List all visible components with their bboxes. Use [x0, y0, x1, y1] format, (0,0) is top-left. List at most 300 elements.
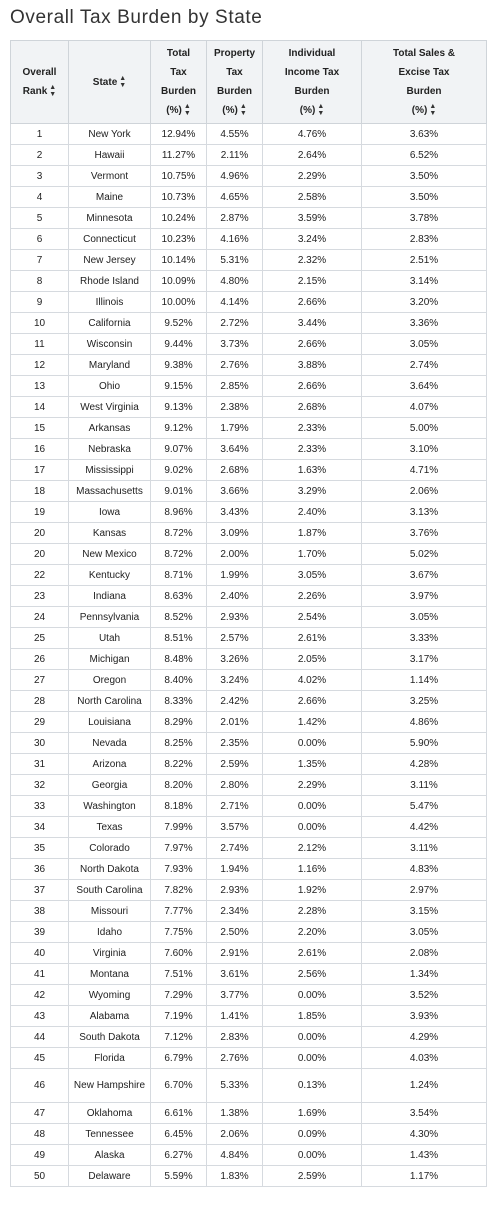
table-row	[11, 859, 487, 880]
table-row	[11, 775, 487, 796]
cell-property-tax-burden: 3.61%	[207, 964, 263, 985]
cell-rank: 50	[11, 1166, 69, 1187]
cell-state: Delaware	[69, 1166, 151, 1187]
cell-sales-excise-tax-burden: 4.03%	[362, 1048, 487, 1069]
cell-state: Indiana	[69, 586, 151, 607]
cell-property-tax-burden: 2.01%	[207, 712, 263, 733]
cell-property-tax-burden: 5.33%	[207, 1069, 263, 1103]
cell-sales-excise-tax-burden: 2.06%	[362, 481, 487, 502]
column-header-label: State	[92, 76, 118, 88]
cell-property-tax-burden: 1.94%	[207, 859, 263, 880]
cell-property-tax-burden: 5.31%	[207, 250, 263, 271]
cell-income-tax-burden: 4.02%	[263, 670, 362, 691]
cell-sales-excise-tax-burden: 3.64%	[362, 376, 487, 397]
cell-rank: 39	[11, 922, 69, 943]
sort-icon[interactable]: ▲ ▼	[119, 74, 127, 89]
cell-rank: 42	[11, 985, 69, 1006]
cell-state: Montana	[69, 964, 151, 985]
cell-state: Ohio	[69, 376, 151, 397]
cell-rank: 20	[11, 544, 69, 565]
cell-state: Massachusetts	[69, 481, 151, 502]
cell-rank: 44	[11, 1027, 69, 1048]
cell-total-tax-burden: 7.93%	[151, 859, 207, 880]
cell-state: Illinois	[69, 292, 151, 313]
cell-property-tax-burden: 2.50%	[207, 922, 263, 943]
cell-sales-excise-tax-burden: 3.97%	[362, 586, 487, 607]
cell-total-tax-burden: 10.75%	[151, 166, 207, 187]
cell-total-tax-burden: 8.96%	[151, 502, 207, 523]
cell-sales-excise-tax-burden: 5.02%	[362, 544, 487, 565]
cell-property-tax-burden: 4.14%	[207, 292, 263, 313]
cell-income-tax-burden: 2.61%	[263, 943, 362, 964]
cell-total-tax-burden: 9.02%	[151, 460, 207, 481]
cell-total-tax-burden: 8.72%	[151, 544, 207, 565]
cell-income-tax-burden: 0.00%	[263, 1048, 362, 1069]
cell-state: Georgia	[69, 775, 151, 796]
table-row	[11, 460, 487, 481]
cell-sales-excise-tax-burden: 6.52%	[362, 145, 487, 166]
cell-sales-excise-tax-burden: 3.15%	[362, 901, 487, 922]
cell-rank: 9	[11, 292, 69, 313]
cell-total-tax-burden: 10.23%	[151, 229, 207, 250]
cell-rank: 28	[11, 691, 69, 712]
column-header-label: Burden	[217, 86, 252, 97]
cell-state: West Virginia	[69, 397, 151, 418]
cell-sales-excise-tax-burden: 3.11%	[362, 775, 487, 796]
cell-income-tax-burden: 2.33%	[263, 439, 362, 460]
column-header-label: Total Sales &	[392, 48, 456, 59]
table-row	[11, 481, 487, 502]
cell-property-tax-burden: 2.57%	[207, 628, 263, 649]
cell-income-tax-burden: 2.26%	[263, 586, 362, 607]
cell-property-tax-burden: 1.99%	[207, 565, 263, 586]
table-row	[11, 502, 487, 523]
cell-total-tax-burden: 8.71%	[151, 565, 207, 586]
cell-sales-excise-tax-burden: 3.63%	[362, 124, 487, 145]
cell-income-tax-burden: 2.28%	[263, 901, 362, 922]
table-row	[11, 334, 487, 355]
cell-rank: 29	[11, 712, 69, 733]
cell-income-tax-burden: 2.54%	[263, 607, 362, 628]
cell-sales-excise-tax-burden: 1.43%	[362, 1145, 487, 1166]
table-row	[11, 145, 487, 166]
cell-state: Colorado	[69, 838, 151, 859]
cell-sales-excise-tax-burden: 3.93%	[362, 1006, 487, 1027]
cell-income-tax-burden: 2.32%	[263, 250, 362, 271]
table-row	[11, 250, 487, 271]
cell-rank: 11	[11, 334, 69, 355]
table-row	[11, 271, 487, 292]
cell-sales-excise-tax-burden: 4.42%	[362, 817, 487, 838]
cell-rank: 18	[11, 481, 69, 502]
cell-state: New Jersey	[69, 250, 151, 271]
cell-sales-excise-tax-burden: 3.13%	[362, 502, 487, 523]
cell-property-tax-burden: 3.73%	[207, 334, 263, 355]
cell-rank: 36	[11, 859, 69, 880]
cell-sales-excise-tax-burden: 4.29%	[362, 1027, 487, 1048]
cell-property-tax-burden: 2.71%	[207, 796, 263, 817]
cell-total-tax-burden: 6.61%	[151, 1103, 207, 1124]
column-header-property-tax-burden[interactable]	[207, 41, 263, 124]
cell-income-tax-burden: 2.56%	[263, 964, 362, 985]
cell-income-tax-burden: 0.00%	[263, 796, 362, 817]
table-row	[11, 229, 487, 250]
cell-state: Florida	[69, 1048, 151, 1069]
table-row	[11, 733, 487, 754]
table-row	[11, 439, 487, 460]
cell-state: Texas	[69, 817, 151, 838]
cell-total-tax-burden: 8.51%	[151, 628, 207, 649]
cell-sales-excise-tax-burden: 4.83%	[362, 859, 487, 880]
cell-property-tax-burden: 2.06%	[207, 1124, 263, 1145]
table-row	[11, 523, 487, 544]
cell-total-tax-burden: 11.27%	[151, 145, 207, 166]
cell-sales-excise-tax-burden: 2.74%	[362, 355, 487, 376]
sort-icon[interactable]: ▲ ▼	[49, 84, 57, 99]
table-row	[11, 754, 487, 775]
cell-state: North Dakota	[69, 859, 151, 880]
cell-sales-excise-tax-burden: 3.10%	[362, 439, 487, 460]
cell-property-tax-burden: 4.16%	[207, 229, 263, 250]
cell-property-tax-burden: 2.68%	[207, 460, 263, 481]
table-body	[11, 124, 487, 1187]
cell-property-tax-burden: 2.83%	[207, 1027, 263, 1048]
cell-sales-excise-tax-burden: 1.24%	[362, 1069, 487, 1103]
cell-income-tax-burden: 0.00%	[263, 985, 362, 1006]
column-header-label: (%)	[166, 105, 182, 116]
cell-property-tax-burden: 2.72%	[207, 313, 263, 334]
cell-sales-excise-tax-burden: 3.50%	[362, 187, 487, 208]
cell-property-tax-burden: 3.09%	[207, 523, 263, 544]
cell-sales-excise-tax-burden: 3.17%	[362, 649, 487, 670]
cell-total-tax-burden: 8.33%	[151, 691, 207, 712]
cell-income-tax-burden: 0.00%	[263, 1027, 362, 1048]
cell-income-tax-burden: 4.76%	[263, 124, 362, 145]
cell-property-tax-burden: 2.74%	[207, 838, 263, 859]
column-header-rank[interactable]	[11, 41, 69, 124]
cell-property-tax-burden: 2.35%	[207, 733, 263, 754]
cell-rank: 5	[11, 208, 69, 229]
cell-total-tax-burden: 7.19%	[151, 1006, 207, 1027]
cell-sales-excise-tax-burden: 5.47%	[362, 796, 487, 817]
cell-total-tax-burden: 10.14%	[151, 250, 207, 271]
sort-icon[interactable]: ▲ ▼	[239, 103, 247, 118]
column-header-label: Income Tax	[284, 67, 340, 78]
cell-sales-excise-tax-burden: 3.11%	[362, 838, 487, 859]
cell-total-tax-burden: 7.29%	[151, 985, 207, 1006]
cell-rank: 8	[11, 271, 69, 292]
table-row	[11, 796, 487, 817]
cell-sales-excise-tax-burden: 3.25%	[362, 691, 487, 712]
cell-state: Wisconsin	[69, 334, 151, 355]
cell-property-tax-burden: 2.00%	[207, 544, 263, 565]
cell-sales-excise-tax-burden: 2.51%	[362, 250, 487, 271]
cell-sales-excise-tax-burden: 3.05%	[362, 922, 487, 943]
cell-income-tax-burden: 3.24%	[263, 229, 362, 250]
cell-rank: 27	[11, 670, 69, 691]
table-row	[11, 943, 487, 964]
cell-income-tax-burden: 2.58%	[263, 187, 362, 208]
cell-total-tax-burden: 7.12%	[151, 1027, 207, 1048]
cell-sales-excise-tax-burden: 3.05%	[362, 607, 487, 628]
cell-property-tax-burden: 3.43%	[207, 502, 263, 523]
sort-icon[interactable]: ▲ ▼	[317, 103, 325, 118]
cell-state: Kansas	[69, 523, 151, 544]
cell-rank: 35	[11, 838, 69, 859]
cell-state: Alaska	[69, 1145, 151, 1166]
cell-state: Virginia	[69, 943, 151, 964]
cell-sales-excise-tax-burden: 4.86%	[362, 712, 487, 733]
table-row	[11, 166, 487, 187]
cell-income-tax-burden: 2.12%	[263, 838, 362, 859]
cell-income-tax-burden: 2.66%	[263, 334, 362, 355]
cell-income-tax-burden: 3.05%	[263, 565, 362, 586]
cell-sales-excise-tax-burden: 3.05%	[362, 334, 487, 355]
cell-rank: 26	[11, 649, 69, 670]
cell-income-tax-burden: 2.64%	[263, 145, 362, 166]
cell-income-tax-burden: 1.69%	[263, 1103, 362, 1124]
table-row	[11, 1069, 487, 1103]
table-row	[11, 1166, 487, 1187]
cell-sales-excise-tax-burden: 1.17%	[362, 1166, 487, 1187]
cell-property-tax-burden: 1.79%	[207, 418, 263, 439]
cell-rank: 14	[11, 397, 69, 418]
table-row	[11, 313, 487, 334]
table-row	[11, 817, 487, 838]
cell-property-tax-burden: 2.91%	[207, 943, 263, 964]
cell-total-tax-burden: 8.29%	[151, 712, 207, 733]
cell-sales-excise-tax-burden: 4.71%	[362, 460, 487, 481]
cell-income-tax-burden: 0.09%	[263, 1124, 362, 1145]
cell-property-tax-burden: 2.59%	[207, 754, 263, 775]
table-row	[11, 922, 487, 943]
table-row	[11, 208, 487, 229]
table-row	[11, 418, 487, 439]
cell-rank: 46	[11, 1069, 69, 1103]
cell-rank: 15	[11, 418, 69, 439]
cell-state: Arkansas	[69, 418, 151, 439]
cell-state: Mississippi	[69, 460, 151, 481]
cell-sales-excise-tax-burden: 3.76%	[362, 523, 487, 544]
column-header-label: (%)	[299, 105, 316, 116]
cell-rank: 43	[11, 1006, 69, 1027]
cell-sales-excise-tax-burden: 1.14%	[362, 670, 487, 691]
sort-icon[interactable]: ▲ ▼	[183, 103, 191, 118]
cell-total-tax-burden: 10.73%	[151, 187, 207, 208]
cell-income-tax-burden: 2.66%	[263, 691, 362, 712]
table-row	[11, 187, 487, 208]
cell-income-tax-burden: 3.44%	[263, 313, 362, 334]
cell-state: Oregon	[69, 670, 151, 691]
cell-property-tax-burden: 2.76%	[207, 1048, 263, 1069]
cell-sales-excise-tax-burden: 2.08%	[362, 943, 487, 964]
cell-sales-excise-tax-burden: 3.33%	[362, 628, 487, 649]
cell-total-tax-burden: 8.52%	[151, 607, 207, 628]
cell-income-tax-burden: 2.68%	[263, 397, 362, 418]
cell-total-tax-burden: 8.63%	[151, 586, 207, 607]
cell-total-tax-burden: 7.51%	[151, 964, 207, 985]
table-row	[11, 565, 487, 586]
cell-rank: 48	[11, 1124, 69, 1145]
cell-sales-excise-tax-burden: 3.36%	[362, 313, 487, 334]
cell-income-tax-burden: 1.16%	[263, 859, 362, 880]
table-row	[11, 292, 487, 313]
table-row	[11, 1145, 487, 1166]
cell-rank: 32	[11, 775, 69, 796]
cell-rank: 33	[11, 796, 69, 817]
column-header-label: (%)	[222, 105, 238, 116]
column-header-label: Property	[213, 48, 256, 59]
cell-state: Nebraska	[69, 439, 151, 460]
cell-rank: 13	[11, 376, 69, 397]
cell-sales-excise-tax-burden: 3.78%	[362, 208, 487, 229]
cell-total-tax-burden: 9.12%	[151, 418, 207, 439]
cell-rank: 1	[11, 124, 69, 145]
cell-sales-excise-tax-burden: 3.54%	[362, 1103, 487, 1124]
cell-property-tax-burden: 2.38%	[207, 397, 263, 418]
cell-total-tax-burden: 9.01%	[151, 481, 207, 502]
cell-state: Oklahoma	[69, 1103, 151, 1124]
cell-property-tax-burden: 2.93%	[207, 607, 263, 628]
cell-sales-excise-tax-burden: 4.30%	[362, 1124, 487, 1145]
cell-sales-excise-tax-burden: 3.50%	[362, 166, 487, 187]
cell-total-tax-burden: 10.09%	[151, 271, 207, 292]
cell-income-tax-burden: 3.59%	[263, 208, 362, 229]
cell-income-tax-burden: 2.61%	[263, 628, 362, 649]
cell-state: New Mexico	[69, 544, 151, 565]
cell-property-tax-burden: 4.65%	[207, 187, 263, 208]
cell-total-tax-burden: 8.72%	[151, 523, 207, 544]
cell-total-tax-burden: 7.60%	[151, 943, 207, 964]
cell-rank: 31	[11, 754, 69, 775]
cell-state: Maine	[69, 187, 151, 208]
cell-state: Maryland	[69, 355, 151, 376]
cell-rank: 17	[11, 460, 69, 481]
table-row	[11, 985, 487, 1006]
cell-state: Nevada	[69, 733, 151, 754]
cell-rank: 6	[11, 229, 69, 250]
cell-property-tax-burden: 3.24%	[207, 670, 263, 691]
table-row	[11, 838, 487, 859]
cell-property-tax-burden: 3.77%	[207, 985, 263, 1006]
cell-state: South Dakota	[69, 1027, 151, 1048]
cell-property-tax-burden: 2.34%	[207, 901, 263, 922]
cell-total-tax-burden: 9.07%	[151, 439, 207, 460]
cell-income-tax-burden: 2.40%	[263, 502, 362, 523]
cell-income-tax-burden: 3.88%	[263, 355, 362, 376]
cell-rank: 37	[11, 880, 69, 901]
cell-state: Wyoming	[69, 985, 151, 1006]
column-header-income-tax-burden[interactable]	[263, 41, 362, 124]
table-row	[11, 1027, 487, 1048]
cell-total-tax-burden: 7.75%	[151, 922, 207, 943]
cell-property-tax-burden: 2.42%	[207, 691, 263, 712]
cell-state: Alabama	[69, 1006, 151, 1027]
cell-income-tax-burden: 2.15%	[263, 271, 362, 292]
cell-total-tax-burden: 7.82%	[151, 880, 207, 901]
cell-total-tax-burden: 8.22%	[151, 754, 207, 775]
cell-state: Minnesota	[69, 208, 151, 229]
cell-state: Connecticut	[69, 229, 151, 250]
cell-property-tax-burden: 2.87%	[207, 208, 263, 229]
cell-income-tax-burden: 1.42%	[263, 712, 362, 733]
cell-total-tax-burden: 10.24%	[151, 208, 207, 229]
cell-income-tax-burden: 2.33%	[263, 418, 362, 439]
cell-total-tax-burden: 8.25%	[151, 733, 207, 754]
column-header-label: Burden	[161, 86, 196, 97]
cell-property-tax-burden: 2.85%	[207, 376, 263, 397]
cell-total-tax-burden: 8.40%	[151, 670, 207, 691]
cell-total-tax-burden: 9.15%	[151, 376, 207, 397]
cell-rank: 3	[11, 166, 69, 187]
cell-rank: 22	[11, 565, 69, 586]
cell-state: Kentucky	[69, 565, 151, 586]
header-row	[11, 41, 487, 124]
column-header-total-tax-burden[interactable]	[151, 41, 207, 124]
cell-income-tax-burden: 0.00%	[263, 733, 362, 754]
cell-property-tax-burden: 1.83%	[207, 1166, 263, 1187]
cell-property-tax-burden: 2.76%	[207, 355, 263, 376]
cell-state: South Carolina	[69, 880, 151, 901]
table-row	[11, 586, 487, 607]
cell-total-tax-burden: 9.52%	[151, 313, 207, 334]
column-header-state[interactable]	[69, 41, 151, 124]
cell-total-tax-burden: 12.94%	[151, 124, 207, 145]
table-row	[11, 670, 487, 691]
cell-total-tax-burden: 8.20%	[151, 775, 207, 796]
cell-state: Louisiana	[69, 712, 151, 733]
cell-total-tax-burden: 9.44%	[151, 334, 207, 355]
cell-rank: 16	[11, 439, 69, 460]
cell-total-tax-burden: 5.59%	[151, 1166, 207, 1187]
cell-income-tax-burden: 0.00%	[263, 1145, 362, 1166]
table-row	[11, 607, 487, 628]
cell-state: New York	[69, 124, 151, 145]
sort-icon[interactable]: ▲ ▼	[429, 103, 437, 118]
cell-rank: 4	[11, 187, 69, 208]
cell-income-tax-burden: 2.59%	[263, 1166, 362, 1187]
column-header-sales-excise-tax-burden[interactable]	[362, 41, 487, 124]
cell-total-tax-burden: 10.00%	[151, 292, 207, 313]
table-row	[11, 544, 487, 565]
cell-total-tax-burden: 7.99%	[151, 817, 207, 838]
table-row	[11, 1103, 487, 1124]
cell-income-tax-burden: 2.66%	[263, 292, 362, 313]
cell-state: Washington	[69, 796, 151, 817]
cell-rank: 34	[11, 817, 69, 838]
column-header-label: (%)	[411, 105, 428, 116]
cell-property-tax-burden: 1.41%	[207, 1006, 263, 1027]
cell-property-tax-burden: 2.80%	[207, 775, 263, 796]
cell-sales-excise-tax-burden: 3.67%	[362, 565, 487, 586]
cell-property-tax-burden: 2.93%	[207, 880, 263, 901]
column-header-label: Rank	[22, 86, 48, 97]
cell-income-tax-burden: 0.00%	[263, 817, 362, 838]
table-row	[11, 397, 487, 418]
cell-income-tax-burden: 2.20%	[263, 922, 362, 943]
table-header	[11, 41, 487, 124]
cell-rank: 10	[11, 313, 69, 334]
cell-property-tax-burden: 1.38%	[207, 1103, 263, 1124]
cell-state: California	[69, 313, 151, 334]
table-row	[11, 901, 487, 922]
table-row	[11, 712, 487, 733]
cell-total-tax-burden: 8.18%	[151, 796, 207, 817]
column-header-label: Individual	[288, 48, 336, 59]
cell-sales-excise-tax-burden: 5.90%	[362, 733, 487, 754]
cell-rank: 41	[11, 964, 69, 985]
cell-property-tax-burden: 2.11%	[207, 145, 263, 166]
